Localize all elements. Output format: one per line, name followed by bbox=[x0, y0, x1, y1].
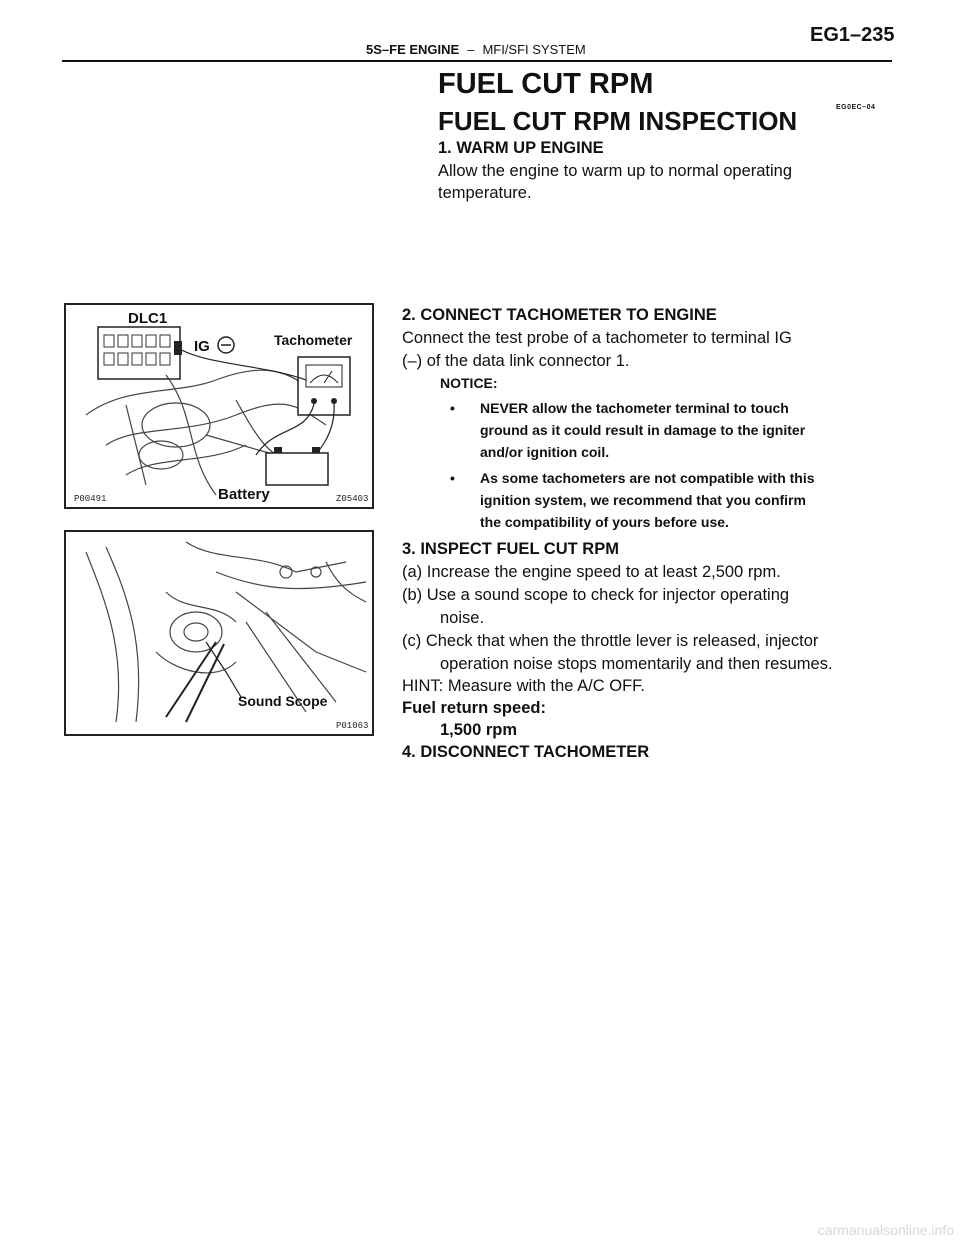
step1-heading: 1. WARM UP ENGINE bbox=[438, 139, 604, 157]
page-title: FUEL CUT RPM bbox=[438, 68, 654, 100]
step3-hint: HINT: Measure with the A/C OFF. bbox=[402, 677, 645, 695]
bullet-1-line1: NEVER allow the tachometer terminal to touch bbox=[480, 400, 789, 416]
spec-label: Fuel return speed: bbox=[402, 699, 546, 717]
running-header bbox=[366, 42, 586, 57]
figure2-code: P01063 bbox=[336, 721, 369, 731]
bullet-1-line3: and/or ignition coil. bbox=[480, 444, 610, 460]
step3-item-c-line1: (c) Check that when the throttle lever is released, injector bbox=[402, 632, 819, 650]
label-ig: IG bbox=[194, 338, 210, 355]
step3-item-b-line2: noise. bbox=[440, 609, 485, 627]
bullet-2-line3: the compatibility of yours before use. bbox=[480, 514, 729, 530]
step3-item-a: (a) Increase the engine speed to at least 2,500 rpm. bbox=[402, 563, 781, 581]
footer-watermark[interactable]: carmanualsonline.info bbox=[817, 1222, 954, 1238]
figure-tachometer-connection bbox=[64, 303, 374, 509]
bullet-2-line1: As some tachometers are not compatible with this bbox=[480, 470, 815, 486]
step3-heading: 3. INSPECT FUEL CUT RPM bbox=[402, 540, 619, 558]
step1-text-line1: Allow the engine to warm up to normal operating bbox=[438, 162, 793, 180]
step3-item-c-line2: operation noise stops momentarily and then resumes. bbox=[440, 655, 833, 673]
label-battery: Battery bbox=[218, 486, 270, 503]
step2-heading: 2. CONNECT TACHOMETER TO ENGINE bbox=[402, 306, 717, 324]
step3-item-b-line1: (b) Use a sound scope to check for injector operating bbox=[402, 586, 790, 604]
header-separator: – bbox=[467, 42, 475, 57]
label-dlc1: DLC1 bbox=[128, 310, 168, 327]
step1-text-line2: temperature. bbox=[438, 184, 532, 202]
sound-scope-illustration bbox=[66, 532, 372, 734]
header-section: 5S–FE ENGINE bbox=[366, 42, 460, 57]
bullet-2-line2: ignition system, we recommend that you confirm bbox=[480, 492, 806, 508]
step2-text-line1: Connect the test probe of a tachometer to terminal IG bbox=[402, 329, 792, 347]
page-subtitle: FUEL CUT RPM INSPECTION bbox=[438, 106, 798, 136]
step4-heading: 4. DISCONNECT TACHOMETER bbox=[402, 743, 650, 761]
section-code: EG0EC–04 bbox=[836, 104, 876, 111]
header-subsection: MFI/SFI SYSTEM bbox=[482, 42, 586, 57]
header-rule bbox=[62, 60, 892, 62]
figure1-code-right: Z05403 bbox=[336, 494, 369, 504]
tachometer-illustration bbox=[66, 305, 372, 507]
bullet-1-symbol: • bbox=[450, 400, 455, 416]
figure1-code-left: P00491 bbox=[74, 494, 107, 504]
label-sound-scope: Sound Scope bbox=[238, 693, 328, 709]
figure-sound-scope bbox=[64, 530, 374, 736]
label-tachometer: Tachometer bbox=[274, 332, 353, 348]
spec-value: 1,500 rpm bbox=[440, 721, 518, 739]
bullet-2-symbol: • bbox=[450, 470, 455, 486]
page-number: EG1–235 bbox=[810, 24, 895, 46]
notice-label: NOTICE: bbox=[440, 375, 498, 391]
step2-text-line2: (–) of the data link connector 1. bbox=[402, 352, 630, 370]
bullet-1-line2: ground as it could result in damage to the igniter bbox=[480, 422, 806, 438]
